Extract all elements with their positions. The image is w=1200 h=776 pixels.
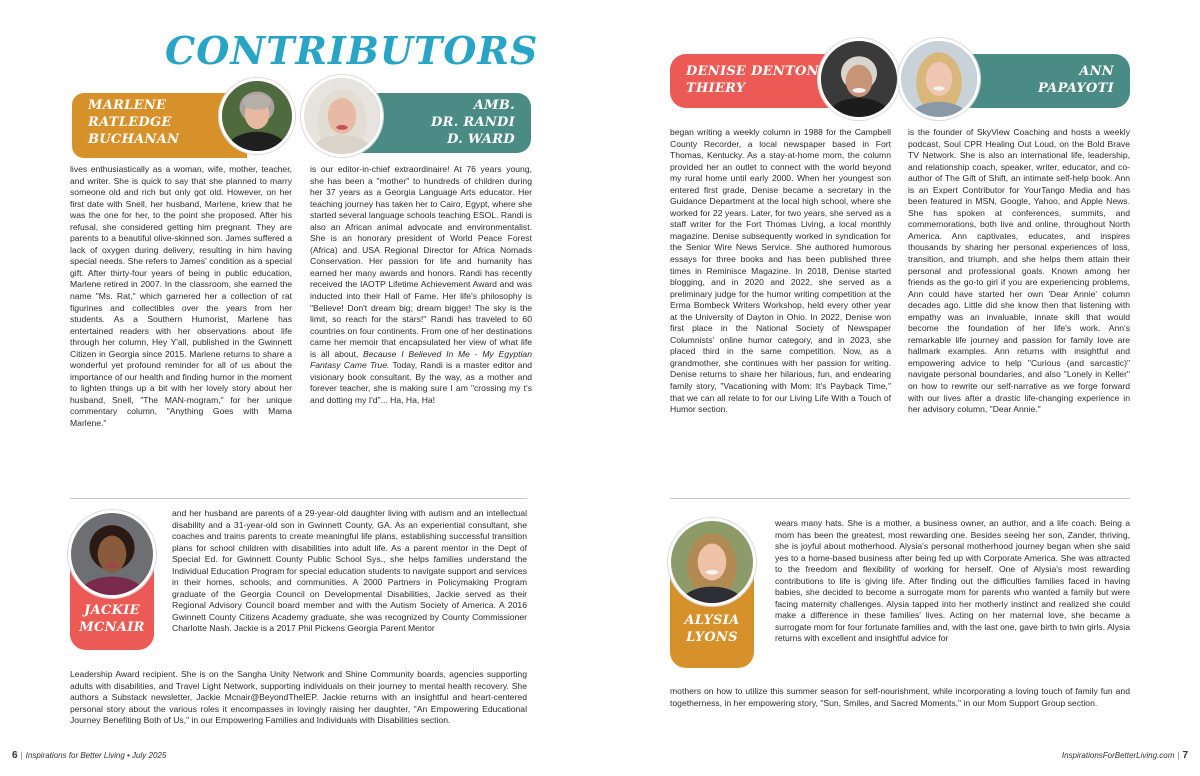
bio-randi <box>310 164 532 406</box>
bio-jackie-top: and her husband are parents of a 29-year-old daughter living with autism and an intellectual disability and a 31-year-old son in Gwinnett County, GA. As an experiential consultant, she coaches and trains parents to create meaningful life plans, establishing successful transition plans for school children with disabilities into adult life. As a parent mentor in the Dept of Special Ed. for Gwinnett County Public School Sys., she helps families understand the Individual Education Program for special education students to navigate support and services in their homes, schools, and communities. A 2000 Partners in Policymaking Program graduate of the Georgia Council on Developmental Disabilities, Jackie served as their Regional Advisory Council board member and with the Autism Society of America. A 2016 Gwinnett County Citizens Academy graduate, she was recognized by County Commissioner Charlotte Nash. Jackie is a 2017 Phil Pickens Georgia Parent Mentor <box>172 508 527 634</box>
portrait-randi-image <box>304 78 380 154</box>
name-line: JACKIE <box>84 603 140 618</box>
name-line: DR. RANDI <box>431 115 515 130</box>
footer-left <box>12 750 166 761</box>
bio-denise: began writing a weekly column in 1988 for the Campbell County Recorder, a local newspaper based in Fort Thomas, Kentucky. As a stay-at-home mom, the column provided her an outlet to connect with the world beyond my rural home until early 2000. When her youngest son entered first grade, Denise became a secretary in the Guidance Department at the local high school, where she worked for 22 years. Later, for two years, she served as a staff writer for the Fort Thomas Living, a local monthly magazine. Denise subsequently worked in syndication for the Senior Wire News Service. She authored humorous essays for three books and has been published three times in Reminisce Magazine. In 2018, Denise started blogging, and in 2020 and 2022, she served as a preliminary judge for the humor writing competition at the Erma Bombeck Writers Workshop, held every other year at the University of Dayton in Ohio. In 2022, Denise won first place in the National Society of Newspaper Columnists' online humor category, and in 2023, she placed third in the same competition. Now, as a grandmother, she continues with her passion for writing. Denise returns to share her hilarious, fun, and endearing family story, "Vacationing with Mom: It's Payback Time," that we can all relate to for our Living Life With a Touch of Humor section. <box>670 127 891 415</box>
footer-website: InspirationsForBetterLiving.com <box>1061 751 1175 760</box>
portrait-denise <box>818 38 900 120</box>
footer-separator: | <box>20 751 23 760</box>
page-number-left: 6 <box>12 750 18 761</box>
name-line: ANN <box>1079 64 1114 79</box>
name-line: LYONS <box>686 630 738 645</box>
name-line: MARLENE <box>88 98 167 113</box>
bio-randi-part2: Today, Randi is a master editor and visionary book consultant. By the way, as a mother and forever teacher, she is making sure I am "crossing my t's and dotting my I'd"... Ha, Ha, Ha! <box>310 360 533 405</box>
portrait-alysia <box>668 518 756 606</box>
portrait-alysia-image <box>671 521 753 603</box>
portrait-randi <box>301 75 383 157</box>
portrait-denise-image <box>821 41 897 117</box>
footer-separator: | <box>1177 751 1180 760</box>
name-line: RATLEDGE <box>88 115 172 130</box>
footer-publication: Inspirations for Better Living • July 2025 <box>25 751 167 760</box>
portrait-jackie <box>68 510 156 598</box>
portrait-jackie-image <box>71 513 153 595</box>
name-line: ALYSIA <box>684 613 740 628</box>
name-line: AMB. <box>473 98 515 113</box>
name-line: MCNAIR <box>79 620 145 635</box>
book-title: Because I Believed In Me - My Egyptian Fantasy Came True. <box>310 348 532 371</box>
name-line: BUCHANAN <box>88 132 180 147</box>
footer-right <box>1062 750 1188 761</box>
name-line: PAPAYOTI <box>1038 81 1114 96</box>
portrait-marlene-image <box>222 81 292 151</box>
page-number-right: 7 <box>1182 750 1188 761</box>
portrait-ann-image <box>901 41 977 117</box>
section-divider <box>70 498 527 499</box>
bio-jackie-bottom: Leadership Award recipient. She is on the Sangha Unity Network and Shine Community boards, agencies supporting adults with disabilities, and Travel Light Network, supporting individuals on their journey to mental health recovery. She authors a Substack newsletter, Jackie Mcnair@BeyondTheIEP. Jackie returns with an insightful and heart-centered personal story about the various roles it encompasses in lovingly raising her daughter, "An Empowering Educational Journey Benefiting Both of Us," in our Empowering Families and Individuals with Disabilities section. <box>70 669 527 726</box>
bio-alysia-bottom: mothers on how to utilize this summer season for self-nourishment, while incorporating a loving touch of family fun and togetherness, in her empowering story, "Sun, Smiles, and Sacred Moments," in our Mom Support Group section. <box>670 686 1130 708</box>
bio-randi-part1: is our editor-in-chief extraordinaire! At 76 years young, she has been a "mother" to hundreds of children during her 37 years as a Georgia Language Arts educator. Her teaching journey has taken her to Cairo, Egypt, where she started several language schools teaching ESOL. Randi is also an African animal advocate and environmentalist. She is an honorary president of World Peace Forest (Africa) and USA Regional Director for Africa Nomads Conservation. Her passion for life and humanity has earned her many awards and honors. Randi has recently received the IAOTP Lifetime Achievement Award and was inducted into their Hall of Fame. Her life's philosophy is "Believe! Don't dream big; dream bigger! The sky is the limit, so reach for the stars!" Randi has traveled to 60 countries on four continents. From one of her destinations came her memoir that encapsulated her view of what life is all about, <box>310 164 532 359</box>
bio-marlene: lives enthusiastically as a woman, wife, mother, teacher, and writer. She is quick to say that she planned to marry someone old and rich but only got old. However, on her first date with Snell, her husband, Marlene, knew that he was the one for her, to the point she proposed. After his refusal, she considered getting him pregnant. They are parents to a beautiful olive-skinned son. James suffered a lack of oxygen during delivery, resulting in him having special needs. She refers to James' condition as a special gift. After thirty-four years of being in public education, Marlene retired in 2007. In the classroom, she earned the name "Ms. Rat," which garnered her a collection of rat figurines and collectibles over the years from her students. As a Southern Humorist, Marlene has entertained readers with her observations about life through her column, Hey Y'all, published in the Gwinnett Citizen in Georgia since 2015. Marlene returns to share a wonderful yet profound reminder for all of us about the importance of our health and finding humor in the moment to lighten things up a bit with her lovely story about her husband, Snell, "The MAN-mogram," for her unique commentary column, "Anything Goes with Mama Marlene." <box>70 164 292 429</box>
bio-ann: is the founder of SkyView Coaching and hosts a weekly podcast, Soul CPR Healing Out Loud, on the Bold Brave TV Network. She is also an international life, leadership, and relationship coach, speaker, writer, educator, and co-author of The Gift of Shift, an intimate self-help book. Ann is an Expert Contributor for YourTango Media and has been featured in MSN, Google, Yahoo, and Apple News. She has spoken at conferences, summits, and commemorations, both live and online, throughout North America. Ann captivates, educates, and inspires thousands by sharing her personal experiences of loss, transition, and triumph, and she helps them attain their personal and professional goals. Known among her friends as the go-to girl if you are experiencing problems, Ann could have started her own 'Dear Annie' column decades ago. Little did she know then that listening with empathy was an invaluable, innate skill that would become the foundation of her life's work. Ann's remarkable life journey and passion for family love are hallmark examples. Ann returns with insightful and empowering advice to help "Curious (and sarcastic)" navigate personal boundaries, and also "Lonely in Keller" on how to rewrite our self-narrative as we forge forward with our lives after a drastic life-changing experience in her advisory column, "Dear Annie." <box>908 127 1130 415</box>
portrait-marlene <box>219 78 295 154</box>
name-line: D. WARD <box>447 132 515 147</box>
section-divider <box>670 498 1130 499</box>
portrait-ann <box>898 38 980 120</box>
name-line: DENISE DENTON <box>686 64 819 79</box>
bio-alysia-top: wears many hats. She is a mother, a business owner, an author, and a life coach. Being a mom has been the greatest, most rewarding one. Besides seeing her son, Zander, thriving, she is joyful about motherhood. Alysia's personal motherhood journey began when she said yes to a home-based business after being fed up with Corporate America. She was attracted to the freedom and flexibility of working for herself. One of Alysia's most rewarding contributions to life is giving life. After finding out the difficulties families faced in having babies, she decided to become a surrogate mom for parents who wanted a family but were facing maternity challenges. Alysia tapped into her motherly instinct and realized she could make a difference in these families' lives. Acting on her maternal love, she became a surrogate mom for four fortunate families and, with the last one, gave birth to twin girls. Alysia returns with excellent and insightful advice for <box>775 518 1130 644</box>
page-title: CONTRIBUTORS <box>165 28 539 73</box>
name-line: THIERY <box>686 81 746 96</box>
